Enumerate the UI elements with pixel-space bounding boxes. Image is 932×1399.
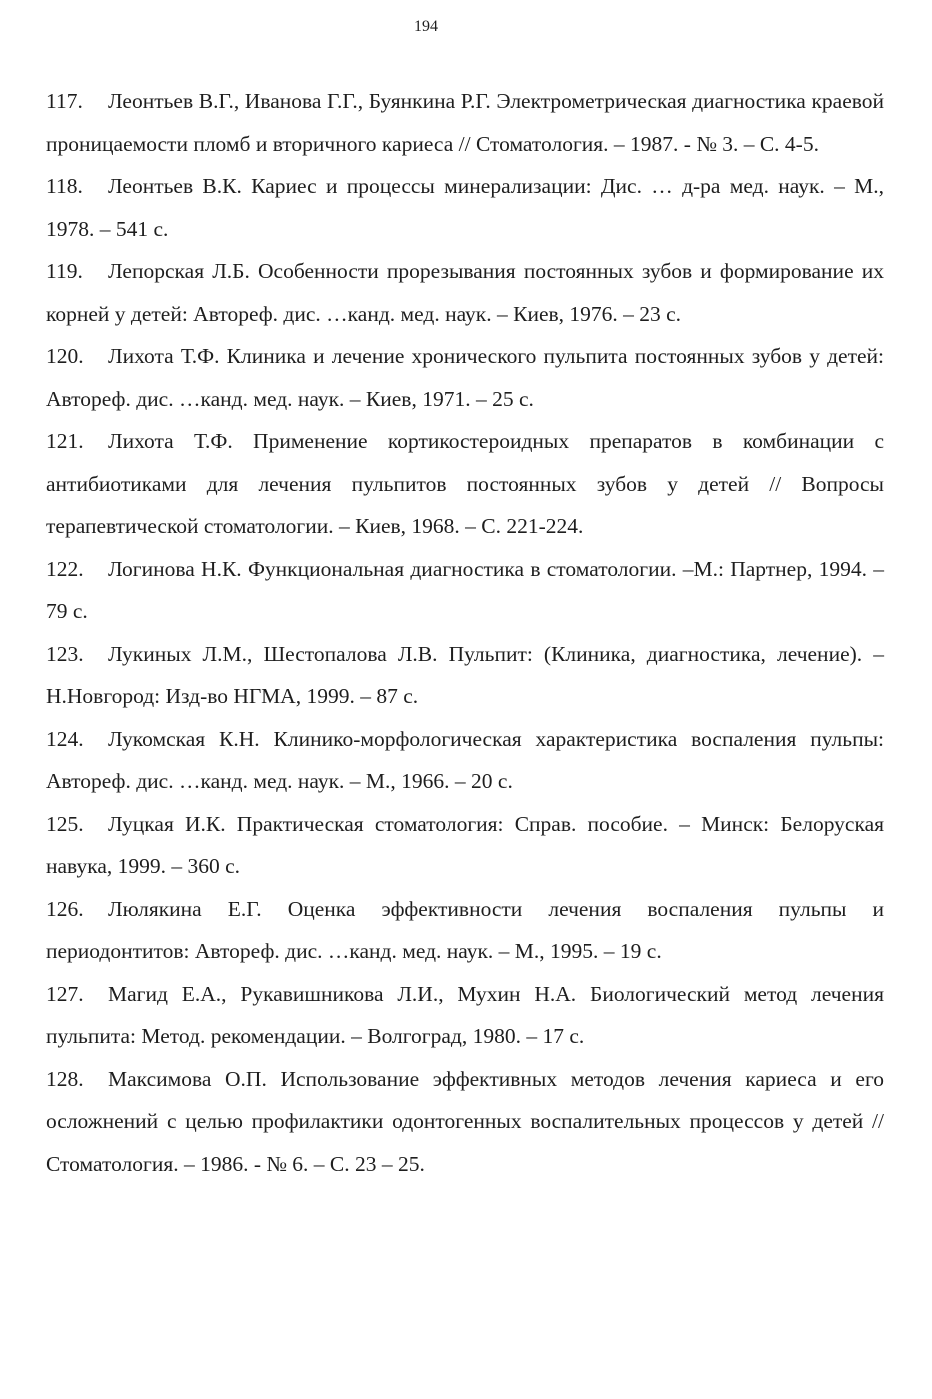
reference-text: Лепорская Л.Б. Особенности прорезывания постоянных зубов и формирование их корней у детей: Автореф. дис. …канд. мед. наук. – Киев, 1976. – 23 с.: [46, 259, 884, 326]
reference-number: 120.: [46, 344, 84, 368]
reference-text: Лукомская К.Н. Клинико-морфологическая характеристика воспаления пульпы: Автореф. дис. …канд. мед. наук. – М., 1966. – 20 с.: [46, 726, 884, 793]
reference-item: [46, 888, 884, 973]
reference-text: Леонтьев В.Г., Иванова Г.Г., Буянкина Р.Г. Электрометрическая диагностика краевой проницаемости пломб и вторичного кариеса // Стоматология. – 1987. - № 3. – С. 4-5.: [46, 89, 884, 156]
reference-number: 119.: [46, 259, 83, 283]
reference-item: [46, 1058, 884, 1186]
reference-item: [46, 250, 884, 335]
reference-number: 122.: [46, 556, 84, 581]
reference-text: Люлякина Е.Г. Оценка эффективности лечения воспаления пульпы и периодонтитов: Автореф. дис. …канд. мед. наук. – М., 1995. – 19 с.: [46, 896, 884, 963]
reference-number: 121.: [46, 429, 84, 453]
reference-number: 124.: [46, 726, 84, 751]
reference-number: 118.: [46, 174, 83, 198]
reference-item: [46, 633, 884, 718]
reference-text: Лихота Т.Ф. Клиника и лечение хронического пульпита постоянных зубов у детей: Автореф. дис. …канд. мед. наук. – Киев, 1971. – 25 с.: [46, 344, 884, 411]
reference-text: Леонтьев В.К. Кариес и процессы минерализации: Дис. … д-ра мед. наук. – М., 1978. – 541 с.: [46, 174, 884, 241]
reference-item: [46, 420, 884, 548]
reference-text: Луцкая И.К. Практическая стоматология: Справ. пособие. – Минск: Белоруская навука, 1999. – 360 с.: [46, 811, 884, 878]
reference-item: [46, 803, 884, 888]
reference-item: [46, 548, 884, 633]
reference-item: [46, 718, 884, 803]
reference-text: Лихота Т.Ф. Применение кортикостероидных препаратов в комбинации с антибиотиками для лечения пульпитов постоянных зубов у детей // Вопросы терапевтической стоматологии. – Киев, 1968. – С. 221-224.: [46, 429, 884, 538]
reference-text: Лукиных Л.М., Шестопалова Л.В. Пульпит: (Клиника, диагностика, лечение). – Н.Новгород: Изд-во НГМА, 1999. – 87 с.: [46, 641, 884, 708]
reference-number: 126.: [46, 896, 84, 921]
reference-text: Максимова О.П. Использование эффективных методов лечения кариеса и его осложнений с целью профилактики одонтогенных воспалительных процессов у детей // Стоматология. – 1986. - № 6. – С. 23 – 25.: [46, 1066, 884, 1176]
reference-number: 117.: [46, 89, 83, 113]
reference-text: Логинова Н.К. Функциональная диагностика в стоматологии. –М.: Партнер, 1994. – 79 с.: [46, 556, 884, 623]
reference-item: [46, 335, 884, 420]
reference-number: 125.: [46, 811, 84, 836]
reference-item: [46, 80, 884, 165]
reference-text: Магид Е.А., Рукавишникова Л.И., Мухин Н.А. Биологический метод лечения пульпита: Метод. рекомендации. – Волгоград, 1980. – 17 с.: [46, 981, 884, 1048]
reference-number: 128.: [46, 1066, 84, 1091]
reference-number: 123.: [46, 641, 84, 666]
reference-list: [46, 80, 884, 1185]
page-number: 194: [414, 18, 438, 35]
reference-number: 127.: [46, 981, 84, 1006]
reference-item: [46, 165, 884, 250]
reference-item: [46, 973, 884, 1058]
